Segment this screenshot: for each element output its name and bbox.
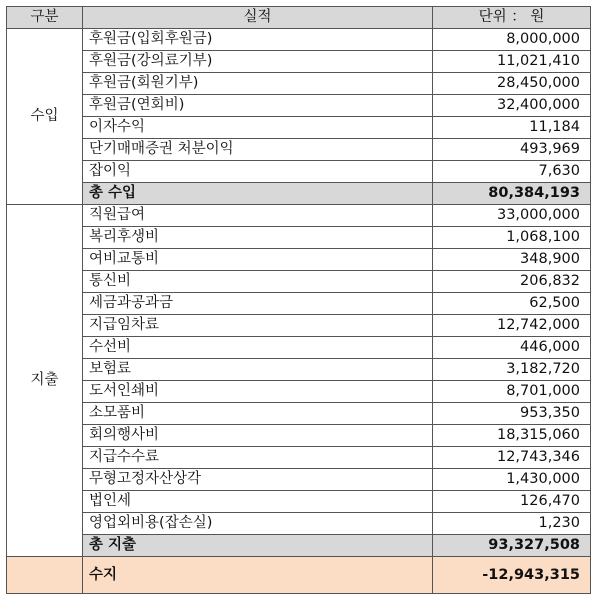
expense-total-row: [7, 535, 591, 557]
expense-total-label: 총 지출: [83, 535, 433, 557]
table-row: [7, 51, 591, 73]
row-amount: 1,068,100: [433, 227, 591, 249]
row-item: 소모품비: [83, 403, 433, 425]
balance-group-cell: [7, 557, 83, 594]
row-item: 지급수수료: [83, 447, 433, 469]
table-row: [7, 29, 591, 51]
row-amount: 446,000: [433, 337, 591, 359]
row-amount: 953,350: [433, 403, 591, 425]
row-item: 단기매매증권 처분이익: [83, 139, 433, 161]
balance-label: 수지: [83, 557, 433, 594]
row-item: 지급임차료: [83, 315, 433, 337]
row-item: 복리후생비: [83, 227, 433, 249]
table-row: [7, 337, 591, 359]
table-row: [7, 161, 591, 183]
row-item: 후원금(연회비): [83, 95, 433, 117]
row-item: 세금과공과금: [83, 293, 433, 315]
row-amount: 8,701,000: [433, 381, 591, 403]
row-amount: 493,969: [433, 139, 591, 161]
row-item: 회의행사비: [83, 425, 433, 447]
table-row: [7, 425, 591, 447]
row-amount: 7,630: [433, 161, 591, 183]
balance-row: [7, 557, 591, 594]
row-amount: 12,743,346: [433, 447, 591, 469]
row-amount: 18,315,060: [433, 425, 591, 447]
income-group-label: 수입: [7, 29, 83, 205]
financial-statement-table: [6, 6, 591, 594]
income-total-row: [7, 183, 591, 205]
row-item: 후원금(입회후원금): [83, 29, 433, 51]
row-item: 수선비: [83, 337, 433, 359]
row-amount: 33,000,000: [433, 205, 591, 227]
row-item: 직원급여: [83, 205, 433, 227]
header-unit: 단위 ： 원: [433, 7, 591, 29]
row-amount: 348,900: [433, 249, 591, 271]
expense-group-label: 지출: [7, 205, 83, 557]
row-amount: 126,470: [433, 491, 591, 513]
table-row: [7, 403, 591, 425]
row-item: 통신비: [83, 271, 433, 293]
row-item: 이자수익: [83, 117, 433, 139]
row-amount: 1,430,000: [433, 469, 591, 491]
table-row: [7, 205, 591, 227]
row-amount: 3,182,720: [433, 359, 591, 381]
row-item: 후원금(회원기부): [83, 73, 433, 95]
header-row: [7, 7, 591, 29]
table-row: [7, 139, 591, 161]
table-row: [7, 249, 591, 271]
table-row: [7, 117, 591, 139]
row-amount: 1,230: [433, 513, 591, 535]
row-item: 여비교통비: [83, 249, 433, 271]
table-row: [7, 95, 591, 117]
row-item: 잡이익: [83, 161, 433, 183]
income-total-amount: 80,384,193: [433, 183, 591, 205]
table-row: [7, 73, 591, 95]
row-amount: 62,500: [433, 293, 591, 315]
table-row: [7, 293, 591, 315]
table-row: [7, 447, 591, 469]
table-row: [7, 491, 591, 513]
row-amount: 11,021,410: [433, 51, 591, 73]
row-item: 후원금(강의료기부): [83, 51, 433, 73]
table-body: [7, 29, 591, 594]
expense-total-amount: 93,327,508: [433, 535, 591, 557]
row-item: 무형고정자산상각: [83, 469, 433, 491]
table-row: [7, 359, 591, 381]
table-row: [7, 227, 591, 249]
table-row: [7, 381, 591, 403]
row-amount: 28,450,000: [433, 73, 591, 95]
row-amount: 12,742,000: [433, 315, 591, 337]
header-group: 구분: [7, 7, 83, 29]
row-item: 보험료: [83, 359, 433, 381]
table-row: [7, 469, 591, 491]
row-item: 도서인쇄비: [83, 381, 433, 403]
row-item: 영업외비용(잡손실): [83, 513, 433, 535]
table-row: [7, 513, 591, 535]
income-total-label: 총 수입: [83, 183, 433, 205]
header-item: 실적: [83, 7, 433, 29]
balance-amount: -12,943,315: [433, 557, 591, 594]
row-amount: 11,184: [433, 117, 591, 139]
row-amount: 206,832: [433, 271, 591, 293]
row-amount: 32,400,000: [433, 95, 591, 117]
row-amount: 8,000,000: [433, 29, 591, 51]
row-item: 법인세: [83, 491, 433, 513]
table-row: [7, 271, 591, 293]
table-row: [7, 315, 591, 337]
